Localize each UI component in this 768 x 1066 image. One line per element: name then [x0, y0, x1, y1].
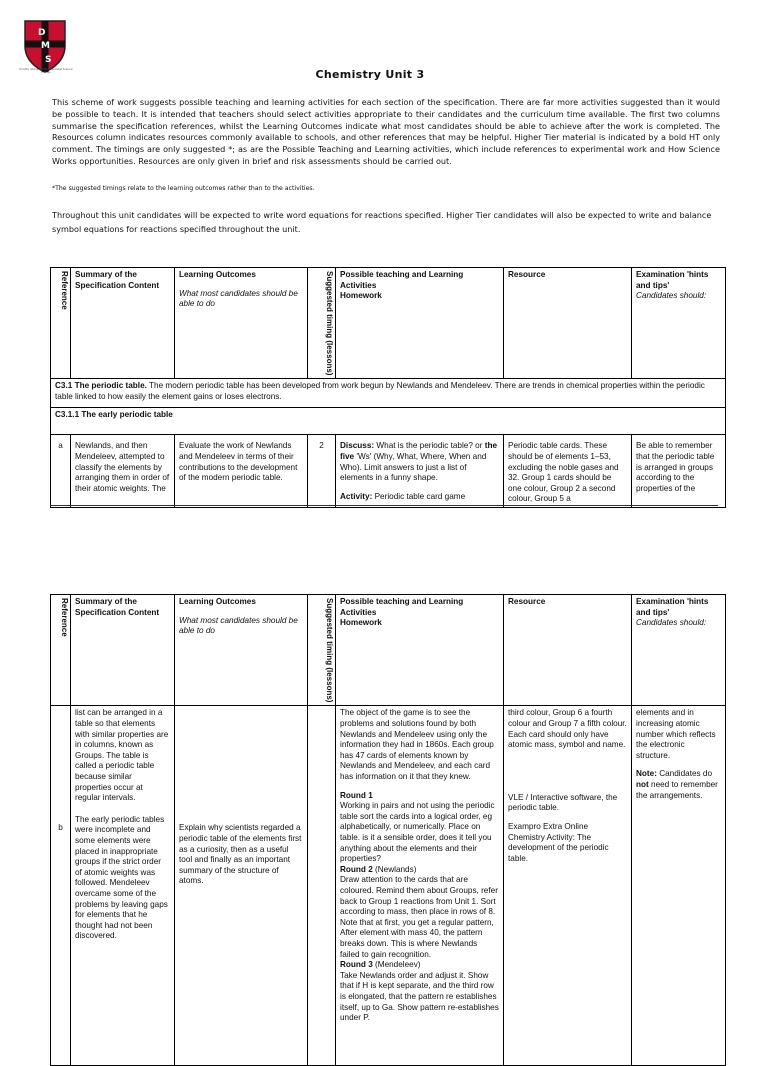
page-break-line — [50, 505, 718, 506]
header-resource: Resource — [504, 268, 632, 379]
table-row-b — [51, 706, 726, 1066]
header-resource-2: Resource — [504, 595, 632, 706]
header-timing-2: Suggested timing (lessons) — [308, 595, 336, 706]
row-b-ref-cell — [51, 706, 71, 1066]
header-teaching-2 — [336, 595, 504, 706]
note-bold: not — [636, 780, 649, 790]
intro-paragraph: This scheme of work suggests possible teaching and learning activities for each section of the specification. There are far more activities suggested than it would be possible to teach. It is intended that teachers should select activities appropriate to their candidates and the curriculum time available. The first two columns summarise the specification references, whilst the Learning Outcomes indicate what most candidates should be able to achieve after the work is completed. The Resources column indicates resources commonly available to schools, and other references that may be helpful. Higher Tier material is indicated by a bold HT only comment. The timings are only suggested *; as are the Possible Teaching and Learning activities, which include references to experimental work and How Science Works opportunities. Resources are only given in brief and risk assessments should be carried out. — [52, 97, 720, 166]
note-text-1: Candidates do — [656, 769, 712, 779]
row-b-outcomes: Explain why scientists regarded a periodic table of the elements first as a curiosity, then as a useful tool and finally as an important summary of the structure of atoms. — [179, 823, 302, 886]
resource-vle: VLE / Interactive software, the periodic table. — [508, 792, 618, 813]
header-homework-label: Homework — [340, 291, 382, 301]
header-timing: Suggested timing (lessons) — [308, 268, 336, 379]
exam-note — [636, 769, 721, 801]
row-a-exam: Be able to remember that the periodic table is arranged in groups according to the properties of the — [632, 435, 726, 508]
activity-text: Periodic table card game — [372, 491, 466, 501]
header-reference: Reference — [51, 268, 71, 379]
resource-exampro: Exampro Extra Online Chemistry Activity: The development of the periodic table. — [508, 822, 609, 863]
header-outcomes — [175, 268, 308, 379]
header-exam — [632, 268, 726, 379]
section-description — [51, 379, 726, 408]
header-teaching — [336, 268, 504, 379]
round-1 — [340, 791, 499, 865]
round-2-label: Round 2 — [340, 864, 373, 874]
table-header-row-2 — [51, 595, 726, 706]
scheme-table-page-2 — [50, 594, 726, 1066]
header-outcomes-2 — [175, 595, 308, 706]
crest-letter-d: D — [38, 28, 46, 38]
row-a-teaching — [336, 435, 504, 508]
row-a-summary: Newlands, and then Mendeleev, attempted to classify the elements by arranging them in order of their atomic weights. The — [71, 435, 175, 508]
header-teaching-label: Possible teaching and Learning Activities — [340, 270, 464, 290]
resource-continued: third colour, Group 6 a fourth colour and Group 7 a fifth colour. Each card should only have atomic mass, symbol and name. — [508, 708, 627, 750]
equations-paragraph: Throughout this unit candidates will be expected to write word equations for reactions specified. Higher Tier candidates will also be expected to write and balance symbol equations for reactions specified throughout the unit. — [52, 210, 712, 234]
header-exam-sub-2: Candidates should: — [636, 618, 707, 628]
header-exam-label: Examination 'hints and tips' — [636, 270, 709, 290]
round-1-text: Working in pairs and not using the periodic table sort the cards into a logical order, eg alphabetically, or numerically. Place on table. is it a sensible order, does it tell you anything about the elements and their properties? — [340, 801, 495, 864]
crest-caption: Dorothy Stringer School Specialist Science College — [19, 68, 73, 74]
table-header-row — [51, 268, 726, 379]
header-summary: Summary of the Specification Content — [71, 268, 175, 379]
page-title: Chemistry Unit 3 — [315, 68, 425, 81]
game-intro: The object of the game is to see the problems and solutions found by both Newlands and Mendeleev using only the information they had in 1860s. Each group has 47 cards of elements known by Newlands and Mendeleev, and each card has information on it that they knew. — [340, 708, 494, 782]
round-2 — [340, 865, 499, 960]
discuss-rest: 'Ws' (Why, What, Where, When and Who). Limit answers to just a list of elements in a funny shape. — [340, 452, 487, 483]
table-row-a — [51, 435, 726, 508]
note-text-2: need to remember the arrangements. — [636, 780, 718, 800]
section-row — [51, 379, 726, 408]
row-a-activity — [340, 492, 499, 503]
round-2-name: (Newlands) — [372, 864, 417, 874]
row-b-summary-cell — [71, 706, 175, 1066]
round-3-text: Take Newlands order and adjust it. Show that if H is kept separate, and the third row is elongated, that the pattern re establishes itself, up to Ga. Show pattern re-establishes under P. — [340, 970, 499, 1023]
crest-letter-m: M — [41, 41, 50, 51]
row-a-timing: 2 — [308, 435, 336, 508]
row-b-resource — [504, 706, 632, 1066]
header-exam-2 — [632, 595, 726, 706]
exam-continued: elements and in increasing atomic number which reflects the electronic structure. — [636, 708, 716, 760]
row-b-ref: b — [58, 823, 63, 833]
activity-label: Activity: — [340, 491, 373, 501]
crest-letter-s: S — [45, 55, 52, 65]
row-b-exam — [632, 706, 726, 1066]
row-b-summary: The early periodic tables were incomplete and some elements were placed in inappropriate groups if the strict order of atomic weights was followed. Mendeleev overcame some of the problems by leaving gaps for elements that he thought had not been discovered. — [75, 814, 168, 941]
discuss-bold: the five — [340, 441, 498, 462]
header-teaching-label-2: Possible teaching and Learning Activities — [340, 597, 464, 617]
header-outcomes-sub: What most candidates should be able to do — [179, 288, 298, 309]
header-homework-label-2: Homework — [340, 618, 382, 628]
row-b-timing — [308, 706, 336, 1066]
header-exam-label-2: Examination 'hints and tips' — [636, 597, 709, 617]
round-3 — [340, 960, 499, 1024]
subsection-row — [51, 408, 726, 435]
round-3-name: (Mendeleev) — [372, 960, 421, 970]
round-2-text: Draw attention to the cards that are coloured. Remind them about Groups, refer back to Group 1 reactions from Unit 1. Sort according to mass, then place in rows of 8. Note that at first, you get a regular pattern, After element with mass 40, the pattern breaks down. This is where Newlands failed to gain recognition. — [340, 875, 498, 959]
header-outcomes-sub-2: What most candidates should be able to do — [179, 615, 298, 636]
row-a-ref: a — [51, 435, 71, 508]
round-3-label: Round 3 — [340, 960, 373, 970]
header-summary-2: Summary of the Specification Content — [71, 595, 175, 706]
note-label: Note: — [636, 769, 657, 779]
discuss-label: Discuss: — [340, 441, 375, 451]
row-a-discuss — [340, 441, 499, 483]
row-a-summary-continued: list can be arranged in a table so that elements with similar properties are in columns, known as Groups. The table is called a periodic table because similar properties occur at regular intervals. — [75, 708, 169, 803]
header-exam-sub: Candidates should: — [636, 291, 707, 301]
row-b-outcomes-cell — [175, 706, 308, 1066]
scheme-table-page-1 — [50, 267, 726, 508]
row-a-resource: Periodic table cards. These should be of elements 1–53, excluding the noble gases and 32. Group 1 cards should be one colour, Group 2 a second colour, Group 5 a — [504, 435, 632, 508]
section-title: C3.1 The periodic table. — [55, 381, 147, 391]
school-crest-logo — [22, 18, 68, 74]
header-outcomes-label: Learning Outcomes — [179, 270, 256, 279]
subsection-title: C3.1.1 The early periodic table — [51, 408, 726, 435]
timing-footnote: *The suggested timings relate to the learning outcomes rather than to the activities. — [52, 185, 315, 192]
row-a-outcomes: Evaluate the work of Newlands and Mendeleev in terms of their contributions to the development of the modern periodic table. — [175, 435, 308, 508]
row-b-teaching — [336, 706, 504, 1066]
section-text: The modern periodic table has been developed from work begun by Newlands and Mendeleev. There are trends in chemical properties within the periodic table linked to how easily the element gains or loses electrons. — [55, 381, 705, 402]
round-1-label: Round 1 — [340, 790, 373, 800]
header-reference-2: Reference — [51, 595, 71, 706]
header-outcomes-label-2: Learning Outcomes — [179, 597, 256, 606]
discuss-text: What is the periodic table? or — [374, 441, 485, 451]
